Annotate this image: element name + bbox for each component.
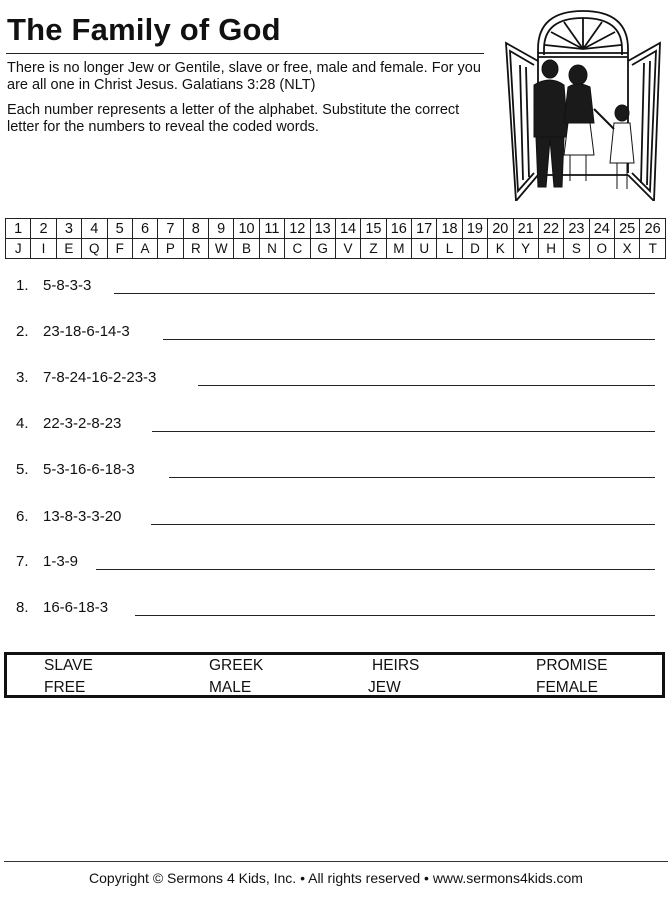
cipher-number: 22 — [538, 219, 563, 239]
cipher-number: 14 — [335, 219, 360, 239]
puzzle-code: 23-18-6-14-3 — [43, 323, 130, 340]
cipher-number: 24 — [589, 219, 614, 239]
cipher-letter: Q — [82, 239, 107, 259]
cipher-letter: X — [615, 239, 640, 259]
puzzle-number: 4. — [16, 415, 29, 432]
cipher-number: 8 — [183, 219, 208, 239]
answer-line[interactable] — [169, 477, 655, 478]
puzzle-item — [0, 508, 672, 530]
cipher-number: 7 — [158, 219, 183, 239]
puzzle-code: 22-3-2-8-23 — [43, 415, 122, 432]
instructions: Each number represents a letter of the alphabet. Substitute the correct letter for the numbers to reveal the coded words. — [7, 102, 460, 135]
cipher-number: 11 — [259, 219, 284, 239]
cipher-numbers-row — [6, 219, 666, 239]
cipher-letter: O — [589, 239, 614, 259]
page-title: The Family of God — [7, 12, 281, 47]
cipher-letter: R — [183, 239, 208, 259]
answer-line[interactable] — [198, 385, 655, 386]
cipher-key-table — [5, 218, 666, 259]
cipher-number: 25 — [615, 219, 640, 239]
word-bank-item: PROMISE — [536, 657, 608, 674]
cipher-number: 2 — [31, 219, 56, 239]
word-bank-item: FEMALE — [536, 679, 599, 696]
answer-line[interactable] — [152, 431, 655, 432]
puzzle-number: 6. — [16, 508, 29, 525]
footer-divider — [4, 861, 668, 862]
cipher-letter: K — [488, 239, 513, 259]
cipher-letter: D — [462, 239, 487, 259]
cipher-number: 1 — [6, 219, 31, 239]
answer-line[interactable] — [151, 524, 655, 525]
cipher-letter: V — [335, 239, 360, 259]
scripture-verse: There is no longer Jew or Gentile, slave or free, male and female. For you are all one in Christ Jesus. Galatians 3:28 (NLT) — [7, 60, 481, 93]
cipher-letter: G — [310, 239, 335, 259]
puzzle-code: 16-6-18-3 — [43, 599, 109, 616]
cipher-letter: S — [564, 239, 589, 259]
cipher-letter: U — [412, 239, 437, 259]
cipher-letter: Y — [513, 239, 538, 259]
puzzle-code: 5-3-16-6-18-3 — [43, 461, 135, 478]
cipher-number: 9 — [209, 219, 234, 239]
puzzle-item — [0, 461, 672, 483]
answer-line[interactable] — [163, 339, 655, 340]
cipher-number: 21 — [513, 219, 538, 239]
cipher-letter: I — [31, 239, 56, 259]
cipher-letter: L — [437, 239, 462, 259]
title-divider — [6, 53, 484, 54]
family-doorway-illustration — [498, 5, 668, 201]
cipher-number: 17 — [412, 219, 437, 239]
cipher-letter: A — [132, 239, 157, 259]
cipher-letter: C — [285, 239, 310, 259]
cipher-number: 6 — [132, 219, 157, 239]
puzzle-code: 7-8-24-16-2-23-3 — [43, 369, 157, 386]
puzzle-number: 7. — [16, 553, 29, 570]
puzzle-item — [0, 553, 672, 575]
word-bank-item: MALE — [209, 679, 252, 696]
answer-line[interactable] — [135, 615, 655, 616]
word-bank-item: JEW — [368, 679, 401, 696]
cipher-number: 5 — [107, 219, 132, 239]
cipher-number: 16 — [386, 219, 411, 239]
answer-line[interactable] — [96, 569, 655, 570]
cipher-number: 12 — [285, 219, 310, 239]
cipher-letter: P — [158, 239, 183, 259]
cipher-number: 10 — [234, 219, 259, 239]
cipher-letter: M — [386, 239, 411, 259]
cipher-number: 4 — [82, 219, 107, 239]
cipher-number: 26 — [640, 219, 666, 239]
puzzle-number: 1. — [16, 277, 29, 294]
puzzle-code: 5-8-3-3 — [43, 277, 92, 294]
answer-line[interactable] — [114, 293, 655, 294]
cipher-number: 18 — [437, 219, 462, 239]
puzzle-number: 5. — [16, 461, 29, 478]
cipher-letter: B — [234, 239, 259, 259]
puzzle-number: 8. — [16, 599, 29, 616]
cipher-letter: J — [6, 239, 31, 259]
puzzle-number: 3. — [16, 369, 29, 386]
puzzle-item — [0, 277, 672, 299]
puzzle-code: 1-3-9 — [43, 553, 79, 570]
puzzle-item — [0, 415, 672, 437]
word-bank — [4, 652, 665, 698]
cipher-letter: Z — [361, 239, 386, 259]
cipher-letter: W — [209, 239, 234, 259]
cipher-number: 20 — [488, 219, 513, 239]
word-bank-item: GREEK — [209, 657, 264, 674]
puzzle-item — [0, 323, 672, 345]
cipher-letter: N — [259, 239, 284, 259]
puzzle-item — [0, 369, 672, 391]
word-bank-item: SLAVE — [44, 657, 93, 674]
cipher-number: 15 — [361, 219, 386, 239]
word-bank-item: HEIRS — [372, 657, 420, 674]
cipher-letter: H — [538, 239, 563, 259]
puzzle-number: 2. — [16, 323, 29, 340]
puzzle-item — [0, 599, 672, 621]
puzzle-code: 13-8-3-3-20 — [43, 508, 122, 525]
cipher-letters-row — [6, 239, 666, 259]
cipher-number: 23 — [564, 219, 589, 239]
cipher-letter: F — [107, 239, 132, 259]
word-bank-item: FREE — [44, 679, 86, 696]
copyright-footer: Copyright © Sermons 4 Kids, Inc. • All rights reserved • www.sermons4kids.com — [89, 870, 583, 886]
cipher-number: 3 — [56, 219, 81, 239]
cipher-number: 19 — [462, 219, 487, 239]
cipher-number: 13 — [310, 219, 335, 239]
cipher-letter: T — [640, 239, 666, 259]
cipher-letter: E — [56, 239, 81, 259]
